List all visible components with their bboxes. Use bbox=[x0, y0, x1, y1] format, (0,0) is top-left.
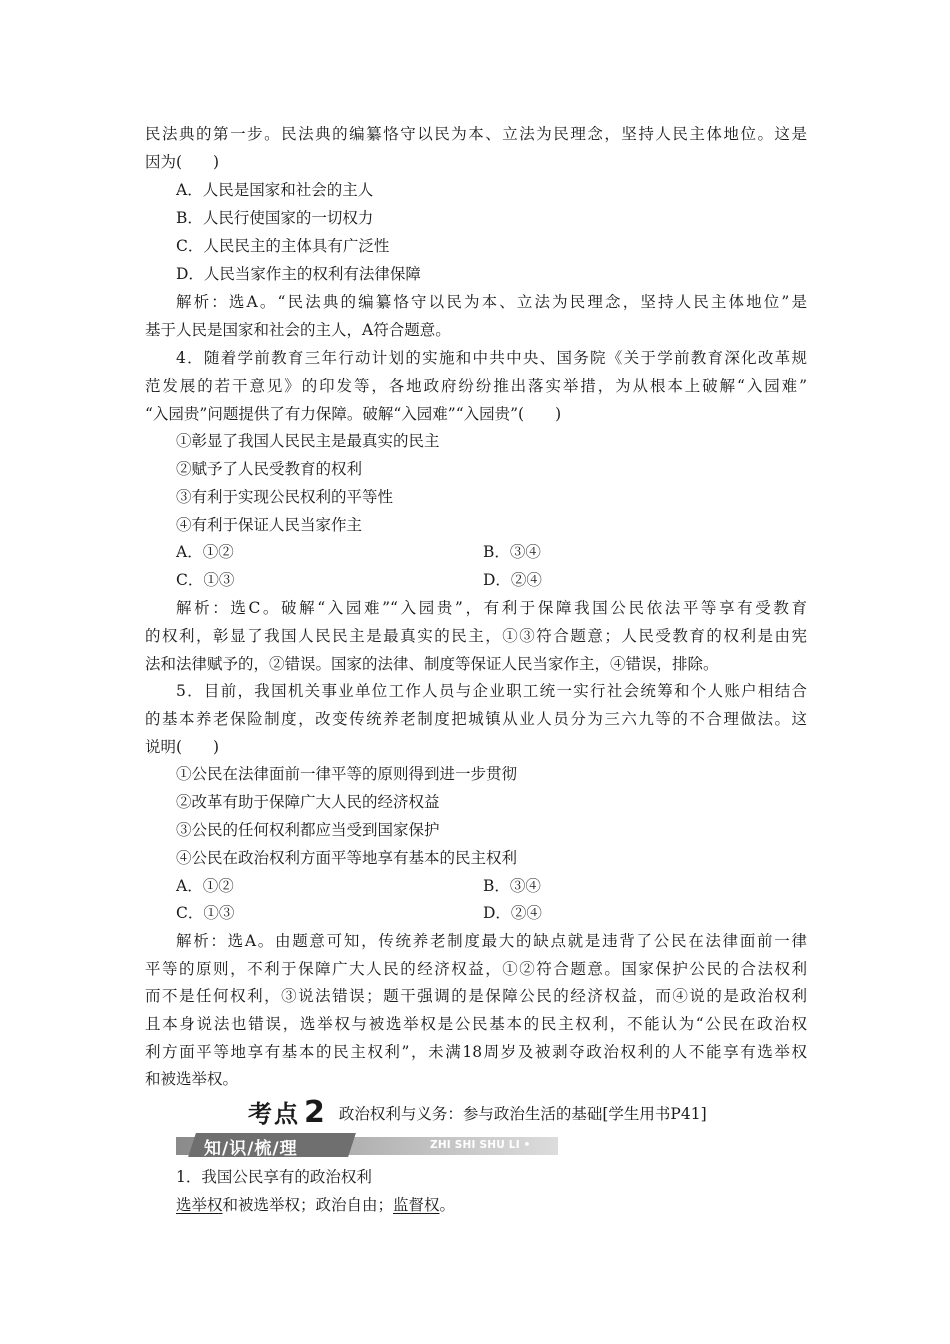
statement-3: ③有利于实现公民权利的平等性 bbox=[176, 488, 394, 506]
question-5-stem: 5．目前，我国机关事业单位工作人员与企业职工统一实行社会统筹和个人账户相结合 bbox=[176, 682, 807, 700]
question-stem-line: 因为( ) bbox=[145, 153, 220, 171]
statement-4: ④有利于保证人民当家作主 bbox=[176, 516, 363, 534]
analysis-line: 和被选举权。 bbox=[145, 1070, 239, 1088]
section-title bbox=[248, 1094, 707, 1128]
kaodian-label: 考点 bbox=[248, 1100, 300, 1128]
knowledge-item-line bbox=[176, 1195, 455, 1215]
knowledge-banner bbox=[176, 1133, 558, 1157]
statement-2: ②改革有助于保障广大人民的经济权益 bbox=[176, 793, 440, 811]
banner-cn-label: 知/识/梳/理 bbox=[204, 1139, 298, 1159]
analysis-line: 基于人民是国家和社会的主人，A符合题意。 bbox=[145, 321, 451, 339]
analysis-line: 平等的原则，不利于保障广大人民的经济权益，①②符合题意。国家保护公民的合法权利 bbox=[145, 960, 807, 978]
option-a: A．人民是国家和社会的主人 bbox=[176, 181, 374, 199]
option-c: C．人民民主的主体具有广泛性 bbox=[176, 237, 390, 255]
statement-4: ④公民在政治权利方面平等地享有基本的民主权利 bbox=[176, 849, 518, 867]
question-4-stem: 4．随着学前教育三年行动计划的实施和中共中央、国务院《关于学前教育深化改革规 bbox=[176, 349, 807, 367]
analysis-line: 利方面平等地享有基本的民主权利”，未满18周岁及被剥夺政治权利的人不能享有选举权 bbox=[145, 1043, 807, 1061]
option-a: A．①② bbox=[176, 543, 234, 561]
analysis-line: 的权利，彰显了我国人民民主是最真实的民主，①③符合题意；人民受教育的权利是由宪 bbox=[145, 627, 807, 645]
option-d: D．②④ bbox=[483, 571, 542, 589]
analysis-line: 而不是任何权利，③说法错误；题干强调的是保障公民的经济权益，而④说的是政治权利 bbox=[145, 987, 807, 1005]
analysis-line: 解析：选C。破解“入园难”“入园贵”，有利于保障我国公民依法平等享有受教育 bbox=[176, 599, 807, 617]
statement-3: ③公民的任何权利都应当受到国家保护 bbox=[176, 821, 440, 839]
analysis-line: 解析：选A。由题意可知，传统养老制度最大的缺点就是违背了公民在法律面前一律 bbox=[176, 932, 807, 950]
option-d: D．②④ bbox=[483, 904, 542, 922]
option-b: B．人民行使国家的一切权力 bbox=[176, 209, 374, 227]
option-a: A．①② bbox=[176, 877, 234, 895]
statement-2: ②赋予了人民受教育的权利 bbox=[176, 460, 363, 478]
question-4-stem: 范发展的若干意见》的印发等，各地政府纷纷推出落实举措，为从根本上破解“入园难” bbox=[145, 377, 807, 395]
blank-answer: 选举权 bbox=[176, 1196, 223, 1214]
knowledge-heading: 1．我国公民享有的政治权利 bbox=[176, 1168, 372, 1186]
knowledge-text: 。 bbox=[439, 1196, 456, 1214]
analysis-line: 法和法律赋予的，②错误。国家的法律、制度等保证人民当家作主，④错误，排除。 bbox=[145, 655, 719, 673]
statement-1: ①公民在法律面前一律平等的原则得到进一步贯彻 bbox=[176, 765, 518, 783]
blank-answer: 监督权 bbox=[393, 1196, 440, 1214]
statement-1: ①彰显了我国人民民主是最真实的民主 bbox=[176, 432, 440, 450]
option-b: B．③④ bbox=[483, 543, 541, 561]
option-b: B．③④ bbox=[483, 877, 541, 895]
analysis-line: 且本身说法也错误，选举权与被选举权是公民基本的民主权利，不能认为“公民在政治权 bbox=[145, 1015, 807, 1033]
option-c: C．①③ bbox=[176, 904, 235, 922]
knowledge-text: 和被选举权；政治自由； bbox=[222, 1196, 394, 1214]
section-heading: 政治权利与义务：参与政治生活的基础[学生用书P41] bbox=[338, 1105, 707, 1123]
option-d: D．人民当家作主的权利有法律保障 bbox=[176, 265, 421, 283]
option-c: C．①③ bbox=[176, 571, 235, 589]
question-4-stem: “入园贵”问题提供了有力保障。破解“入园难”“入园贵”( ) bbox=[145, 405, 562, 423]
kaodian-number: 2 bbox=[304, 1095, 325, 1130]
analysis-line: 解析：选A。“民法典的编纂恪守以民为本、立法为民理念，坚持人民主体地位”是 bbox=[176, 293, 807, 311]
banner-en-label: ZHI SHI SHU LI • bbox=[430, 1139, 531, 1151]
question-5-stem: 的基本养老保险制度，改变传统养老制度把城镇从业人员分为三六九等的不合理做法。这 bbox=[145, 710, 807, 728]
question-stem-line: 民法典的第一步。民法典的编纂恪守以民为本、立法为民理念，坚持人民主体地位。这是 bbox=[145, 125, 807, 143]
question-5-stem: 说明( ) bbox=[145, 738, 220, 756]
